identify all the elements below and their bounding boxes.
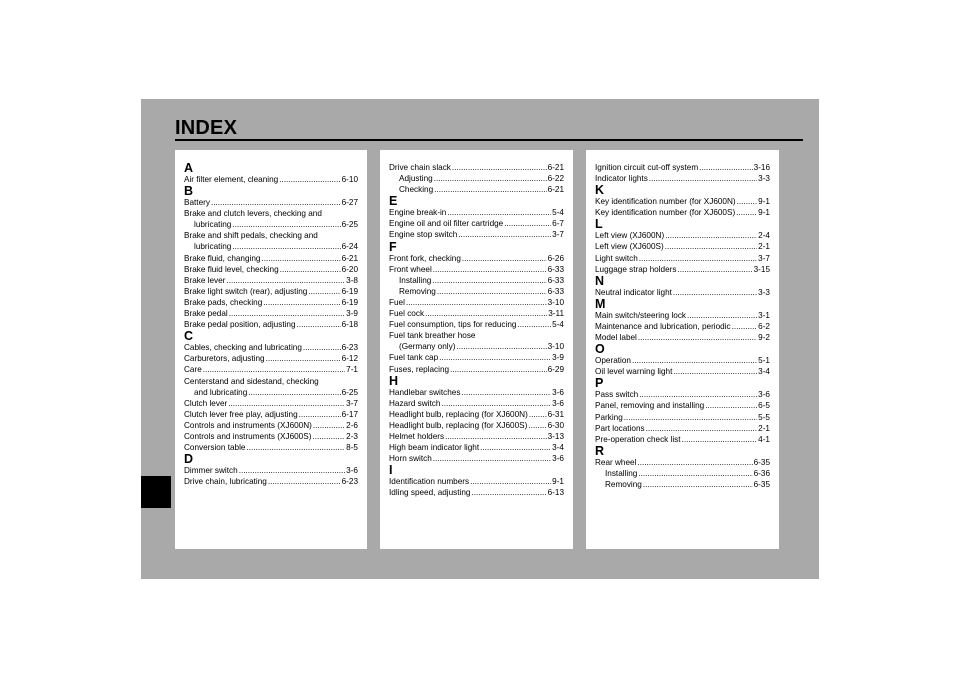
index-letter-k: K: [595, 183, 605, 198]
index-entry[interactable]: Left view (XJ600N) ..... 2-4: [595, 230, 770, 241]
index-entry[interactable]: Rear wheel ..... 6-35: [595, 457, 770, 468]
index-entry[interactable]: Left view (XJ600S) ..... 2-1: [595, 241, 770, 252]
index-entry-heading: Centerstand and sidestand, checking: [184, 376, 319, 386]
index-subentry[interactable]: Checking ..... 6-21: [389, 184, 564, 195]
index-entry[interactable]: lubricating ..... 6-25: [184, 219, 358, 230]
index-entry[interactable]: Brake pads, checking ..... 6-19: [184, 297, 358, 308]
index-entry[interactable]: Oil level warning light ..... 3-4: [595, 366, 770, 377]
index-entry[interactable]: Brake fluid, changing ..... 6-21: [184, 253, 358, 264]
index-entry[interactable]: Part locations ..... 2-1: [595, 423, 770, 434]
index-entry[interactable]: Battery ..... 6-27: [184, 197, 358, 208]
index-entry[interactable]: Idling speed, adjusting ..... 6-13: [389, 487, 564, 498]
index-entry[interactable]: Luggage strap holders ..... 3-15: [595, 264, 770, 275]
index-letter-f: F: [389, 239, 397, 254]
index-subentry[interactable]: Installing ..... 6-36: [595, 468, 770, 479]
index-entry[interactable]: Brake fluid level, checking ..... 6-20: [184, 264, 358, 275]
index-entry[interactable]: Key identification number (for XJ600N) ..... 9-1: [595, 196, 770, 207]
index-entry[interactable]: lubricating ..... 6-24: [184, 241, 358, 252]
index-entry[interactable]: High beam indicator light ..... 3-4: [389, 442, 564, 453]
index-entry[interactable]: Pre-operation check list ..... 4-1: [595, 434, 770, 445]
index-subentry[interactable]: Removing ..... 6-35: [595, 479, 770, 490]
index-entry[interactable]: Pass switch ..... 3-6: [595, 389, 770, 400]
index-entry[interactable]: Fuel ..... 3-10: [389, 297, 564, 308]
index-letter-b: B: [184, 184, 194, 199]
index-entry[interactable]: Fuel tank cap ..... 3-9: [389, 352, 564, 363]
index-entry[interactable]: Carburetors, adjusting ..... 6-12: [184, 353, 358, 364]
index-entry[interactable]: Clutch lever ..... 3-7: [184, 398, 358, 409]
index-entry[interactable]: Handlebar switches ..... 3-6: [389, 387, 564, 398]
index-entry[interactable]: Indicator lights ..... 3-3: [595, 173, 770, 184]
index-entry[interactable]: Ignition circuit cut-off system ..... 3-16: [595, 162, 770, 173]
index-entry[interactable]: Clutch lever free play, adjusting ..... 6-17: [184, 409, 358, 420]
index-entry[interactable]: Fuel consumption, tips for reducing ..... 5-4: [389, 319, 564, 330]
index-entry[interactable]: Controls and instruments (XJ600N) ..... 2-6: [184, 420, 358, 431]
index-entry[interactable]: Fuel cock ..... 3-11: [389, 308, 564, 319]
index-column-3: [586, 150, 779, 549]
index-letter-r: R: [595, 443, 605, 458]
index-entry[interactable]: Brake pedal position, adjusting ..... 6-18: [184, 319, 358, 330]
title-rule: [175, 139, 803, 141]
index-entry[interactable]: Horn switch ..... 3-6: [389, 453, 564, 464]
index-entry[interactable]: Brake light switch (rear), adjusting ..... 6-19: [184, 286, 358, 297]
section-tab-marker: [141, 476, 171, 508]
index-entry[interactable]: Operation ..... 5-1: [595, 355, 770, 366]
index-entry[interactable]: Care ..... 7-1: [184, 364, 358, 375]
index-entry[interactable]: Headlight bulb, replacing (for XJ600N) ..... 6-31: [389, 409, 564, 420]
index-entry-heading: Brake and clutch levers, checking and: [184, 209, 322, 219]
index-entry[interactable]: Headlight bulb, replacing (for XJ600S) ..... 6-30: [389, 420, 564, 431]
index-letter-l: L: [595, 217, 603, 232]
index-entry[interactable]: Parking ..... 5-5: [595, 412, 770, 423]
index-subentry[interactable]: Removing ..... 6-33: [389, 286, 564, 297]
index-letter-d: D: [184, 452, 194, 467]
index-subentry[interactable]: Installing ..... 6-33: [389, 275, 564, 286]
index-entry[interactable]: Light switch ..... 3-7: [595, 253, 770, 264]
index-entry[interactable]: Front fork, checking ..... 6-26: [389, 253, 564, 264]
index-entry[interactable]: Cables, checking and lubricating ..... 6-23: [184, 342, 358, 353]
index-entry[interactable]: Key identification number (for XJ600S) ..... 9-1: [595, 207, 770, 218]
index-letter-e: E: [389, 194, 398, 209]
index-entry[interactable]: Air filter element, cleaning ..... 6-10: [184, 174, 358, 185]
index-entry[interactable]: Brake pedal ..... 3-9: [184, 308, 358, 319]
index-entry[interactable]: Engine break-in ..... 5-4: [389, 207, 564, 218]
index-entry[interactable]: Brake lever ..... 3-8: [184, 275, 358, 286]
index-entry[interactable]: Engine stop switch ..... 3-7: [389, 229, 564, 240]
index-entry-heading: Fuel tank breather hose: [389, 331, 476, 341]
index-entry[interactable]: Identification numbers ..... 9-1: [389, 476, 564, 487]
index-entry[interactable]: Main switch/steering lock ..... 3-1: [595, 310, 770, 321]
index-subentry[interactable]: Adjusting ..... 6-22: [389, 173, 564, 184]
index-entry[interactable]: Drive chain slack ..... 6-21: [389, 162, 564, 173]
index-entry[interactable]: (Germany only) ..... 3-10: [389, 341, 564, 352]
index-entry[interactable]: Panel, removing and installing ..... 6-5: [595, 400, 770, 411]
page-title: INDEX: [175, 117, 238, 139]
index-entry[interactable]: Fuses, replacing ..... 6-29: [389, 364, 564, 375]
index-letter-m: M: [595, 296, 606, 311]
index-column-2: [380, 150, 573, 549]
index-entry[interactable]: Helmet holders ..... 3-13: [389, 431, 564, 442]
index-letter-n: N: [595, 273, 605, 288]
index-column-1: [175, 150, 367, 549]
index-letter-h: H: [389, 373, 399, 388]
index-entry[interactable]: Maintenance and lubrication, periodic ..... 6-2: [595, 321, 770, 332]
index-letter-i: I: [389, 463, 393, 478]
index-entry[interactable]: Hazard switch ..... 3-6: [389, 398, 564, 409]
index-entry[interactable]: Conversion table ..... 8-5: [184, 442, 358, 453]
index-letter-a: A: [184, 161, 194, 175]
index-letter-c: C: [184, 329, 194, 344]
index-entry[interactable]: Dimmer switch ..... 3-6: [184, 465, 358, 476]
index-entry[interactable]: Drive chain, lubricating ..... 6-23: [184, 476, 358, 487]
index-entry[interactable]: Front wheel ..... 6-33: [389, 264, 564, 275]
index-entry[interactable]: and lubricating ..... 6-25: [184, 387, 358, 398]
index-entry[interactable]: Neutral indicator light ..... 3-3: [595, 287, 770, 298]
index-letter-p: P: [595, 376, 604, 391]
index-letter-o: O: [595, 342, 605, 357]
index-entry[interactable]: Controls and instruments (XJ600S) ..... 2-3: [184, 431, 358, 442]
index-entry-heading: Brake and shift pedals, checking and: [184, 231, 318, 241]
index-entry[interactable]: Engine oil and oil filter cartridge ..... 6-7: [389, 218, 564, 229]
index-entry[interactable]: Model label ..... 9-2: [595, 332, 770, 343]
